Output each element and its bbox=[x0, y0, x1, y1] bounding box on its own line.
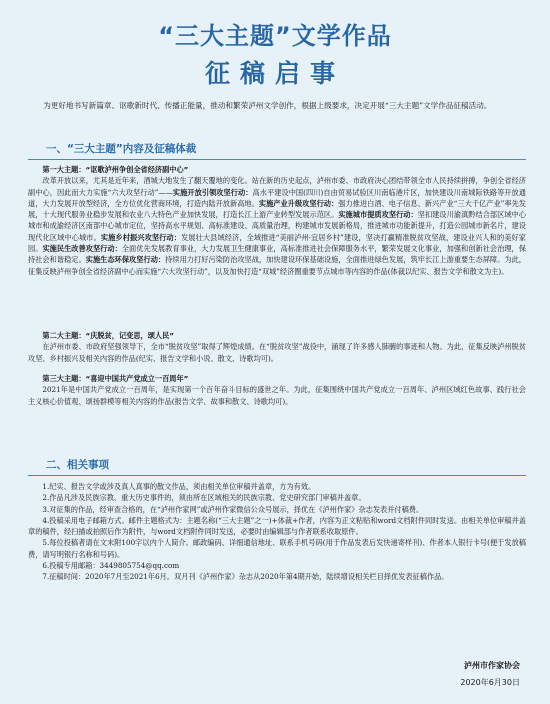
theme3-title: 第三大主题：“喜迎中国共产党成立一百周年” bbox=[42, 374, 189, 383]
action-open-label: 实施开放引领攻坚行动： bbox=[172, 187, 253, 197]
action-rural-label: 实施乡村振兴攻坚行动： bbox=[100, 232, 182, 242]
action-industry-label: 实施产业升级攻坚行动： bbox=[258, 198, 339, 208]
theme1-intro-text: 改革开放以来，尤其是近年来，酒城大地发生了翻天覆地的变化。站在新的历史起点，泸州市委、市政府决心团结带领全市人民持续拼搏，争创全省经济副中心，因此而大力实施“六大攻坚行动”—— bbox=[28, 176, 526, 197]
action-open-text: 高水平建设中国(四川)自由贸易试验区川南临港片区，加快建设川南城际铁路等开放通道，大力发展开放型经济，全方位优化营商环境，打造内陆开放新高地。 bbox=[28, 187, 526, 208]
organizer-name: 泸州市作家协会 bbox=[464, 661, 520, 670]
action-ecology-label: 实施生态环保攻坚行动： bbox=[85, 255, 166, 265]
section-heading-matters: 二、相关事项 bbox=[28, 456, 526, 476]
matters-item-6-email: 6.投稿专用邮箱：3449805754@qq.com bbox=[42, 561, 180, 571]
theme1-paragraph bbox=[28, 175, 526, 277]
matters-item-5: 5.每位投稿者请在文末附100字以内个人简介、邮政编码、详细通信地址、联系手机号码(用于作品发表后发快递寄样刊)、作者本人银行卡号(便于发放稿费，请写明银行名称和号码)。 bbox=[28, 538, 526, 559]
theme3-block bbox=[28, 373, 526, 407]
theme1-block bbox=[28, 164, 526, 277]
action-ecology-text: 持续用力打好污染防治攻坚战，加快建设环保基础设施，全面推进绿色发展，筑牢长江上游重要生态屏障。为此，征集反映泸州争创全省经济副中心而实施“六大攻坚行动”，以及加快打造“双城”经济圈重要节点城市等内容的作品(体裁以纪实、报告文学和散文为主)。 bbox=[28, 255, 526, 276]
theme1-title: 第一大主题：“讴歌泸州争创全省经济副中心” bbox=[42, 165, 189, 174]
intro-paragraph: 为更好地书写新篇章、讴歌新时代、传播正能量，推动和繁荣泸州文学创作，根据上级要求，决定开展“三大主题”文学作品征稿活动。 bbox=[43, 101, 492, 110]
matters-item-2: 2.作品凡涉及民族宗教、重大历史事件的，须由所在区域相关的民族宗教、党史研究部门审稿并盖章。 bbox=[42, 493, 366, 503]
matters-item-7: 7.征稿时间：2020年7月至2021年6月。双月刊《泸州作家》杂志从2020年第4期开始，陆续增设相关栏目择优发表征稿作品。 bbox=[42, 572, 449, 582]
matters-item-4: 4.投稿采用电子邮箱方式。邮件主题格式为：主题名称(“三大主题”之一)+体裁+作者，内容为正文粘贴和word文档附件同时发送。由相关单位审稿并盖章的稿件，经扫描或拍照后作为附件，与word文档附件同时发送，必要时由编辑部与作者联系收取原件。 bbox=[28, 515, 526, 537]
action-livelihood-text: 全面优先发展教育事业，大力发展卫生健康事业，高标准推进社会保障服务水平，繁荣发展文化事业，加强和创新社会治理，保持社会和谐稳定。 bbox=[28, 244, 526, 265]
section-heading-content: 一、“三大主题”内容及征稿体裁 bbox=[28, 140, 526, 160]
action-industry-text: 强力推进白酒、电子信息、新兴产业“三大千亿产业”率先发展，十大现代服务业稳步发展和农业八大特色产业加快发展，打造长江上游产业转型发展示范区。 bbox=[28, 198, 526, 220]
notice-date: 2020年6月30日 bbox=[460, 678, 520, 687]
page-title: “三大主题”文学作品 bbox=[158, 22, 392, 50]
matters-item-3: 3.对征集的作品，经审查合格的，在“泸州作家网”或泸州作家微信公众号展示，择优在《泸州作家》杂志发表并付稿费。 bbox=[42, 504, 424, 514]
matters-item-1: 1.纪实、报告文学或涉及真人真事的散文作品，须由相关单位审稿并盖章，方为有效。 bbox=[42, 482, 316, 491]
action-city-label: 实施城市提质攻坚行动： bbox=[338, 210, 418, 220]
action-rural-text: 发展壮大县域经济，全域推进“美丽泸州·宜居乡村”建设，坚决打赢精准脱贫攻坚战，建设业兴人和的美好家园。 bbox=[28, 232, 526, 254]
theme2-paragraph: 在泸州市委、市政府坚强领导下，全市“脱贫攻坚”取得了辉煌成绩。在“脱贫攻坚”战役中，涌现了许多感人肺腑的事迹和人物。为此，征集反映泸州脱贫攻坚、乡村振兴及相关内容的作品(纪实、报告文学和小说、散文、诗歌均可)。 bbox=[28, 342, 526, 363]
theme2-block bbox=[28, 330, 526, 364]
action-city-text: 坚扣建设川渝滇黔结合部区域中心城市和成渝经济区南部中心城市定位，坚持高水平规划、高标准建设、高质量治理，构建城市发展新格局，推进城市功能新提升，打造公园城市新名片，建设现代化区域中心城市。 bbox=[28, 210, 526, 242]
matters-list bbox=[28, 481, 526, 583]
theme2-title: 第二大主题：“庆脱贫，记变思，颂人民” bbox=[42, 331, 175, 340]
theme3-paragraph: 2021年是中国共产党成立一百周年，是实现第一个百年奋斗目标的盛世之年。为此，征集围绕中国共产党成立一百周年、泸州区域红色故事、践行社会主义核心价值观、颂扬群模等相关内容的作品(报告文学、故事和散文、诗歌均可)。 bbox=[28, 385, 526, 406]
page-subtitle: 征稿启事 bbox=[204, 59, 345, 88]
action-livelihood-label: 实施民生改善攻坚行动： bbox=[42, 244, 122, 254]
